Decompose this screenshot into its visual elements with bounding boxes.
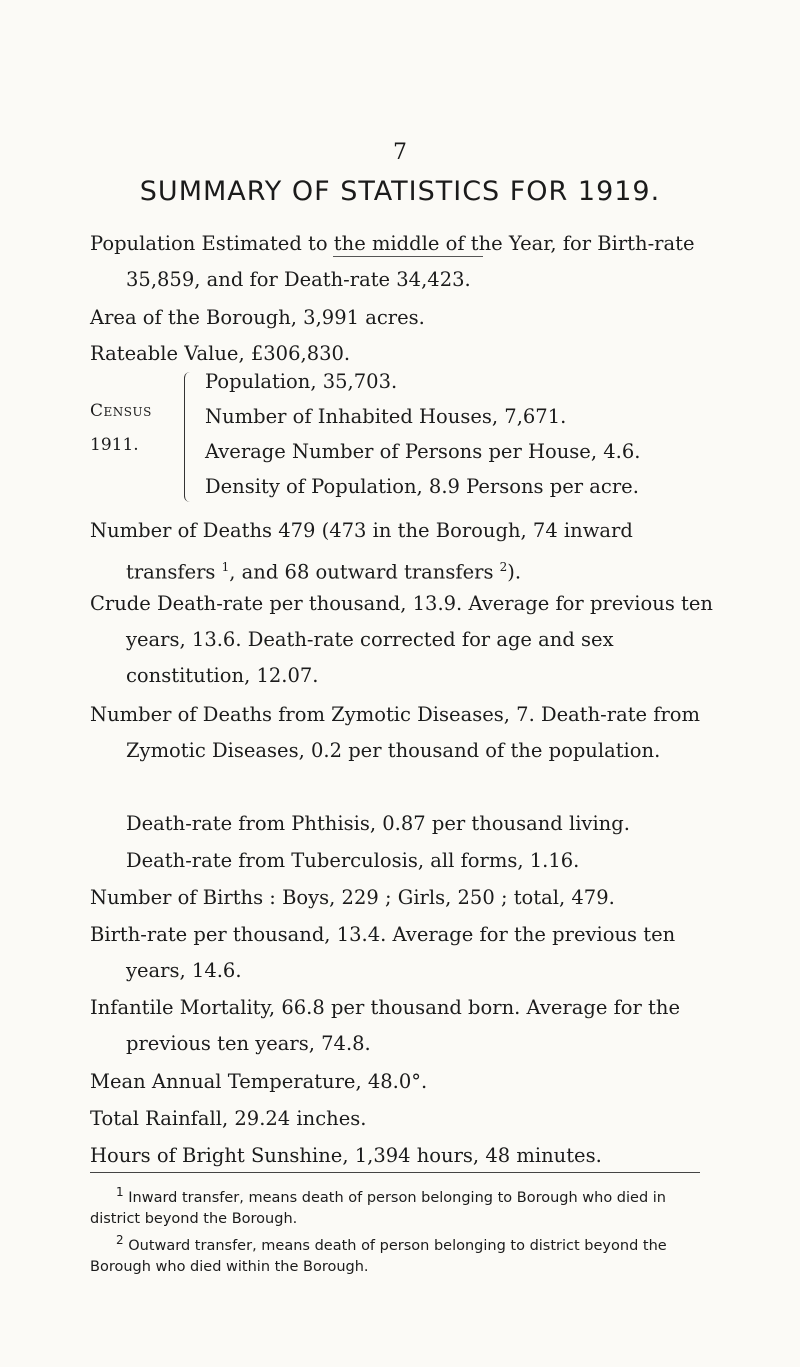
page-title: SUMMARY OF STATISTICS FOR 1919. (139, 176, 661, 207)
footnote-ref: 2 (499, 560, 508, 574)
rainfall: Total Rainfall, 29.24 inches. (90, 1107, 367, 1130)
footnote-divider (90, 1172, 700, 1173)
crude-death-rate: Crude Death-rate per thousand, 13.9. Average for previous ten years, 13.6. Death-rate corrected for age and sex constitution, 12.07. (90, 592, 713, 687)
births: Number of Births : Boys, 229 ; Girls, 250 ; total, 479. (90, 886, 615, 909)
census-item: Number of Inhabited Houses, 7,671. (205, 405, 567, 428)
footnote-text: Inward transfer, means death of person belonging to Borough who died in district beyond the Borough. (90, 1189, 666, 1227)
census-title: Census (90, 401, 152, 421)
census-item: Density of Population, 8.9 Persons per acre. (205, 475, 639, 498)
census-list (205, 364, 705, 504)
census-item: Population, 35,703. (205, 370, 398, 393)
area: Area of the Borough, 3,991 acres. (90, 306, 425, 329)
deaths-text: ). (507, 560, 522, 584)
deaths-text: Number of Deaths 479 (473 in the Borough, 74 inward transfers (90, 519, 633, 584)
tuberculosis-rate: Death-rate from Tuberculosis, all forms, 1.16. (126, 849, 580, 872)
footnote-2 (90, 1230, 710, 1278)
rateable-value: Rateable Value, £306,830. (90, 342, 351, 365)
census-item: Average Number of Persons per House, 4.6. (205, 440, 641, 463)
census-brace (184, 372, 191, 502)
census-year: 1911. (90, 435, 139, 455)
population-estimate: Population Estimated to the middle of the Year, for Birth-rate 35,859, and for Death-rate 34,423. (90, 232, 695, 291)
infantile-mortality: Infantile Mortality, 66.8 per thousand born. Average for the previous ten years, 74.8. (90, 996, 680, 1055)
phthisis-rate: Death-rate from Phthisis, 0.87 per thousand living. (126, 812, 630, 835)
census-label (90, 394, 152, 462)
footnote-marker: 2 (116, 1233, 124, 1247)
temperature: Mean Annual Temperature, 48.0°. (90, 1070, 428, 1093)
footnote-marker: 1 (116, 1185, 124, 1199)
deaths-text: , and 68 outward transfers (229, 560, 500, 584)
deaths (90, 513, 726, 591)
page-number: 7 (393, 140, 407, 165)
sunshine: Hours of Bright Sunshine, 1,394 hours, 48 minutes. (90, 1144, 602, 1167)
birth-rate: Birth-rate per thousand, 13.4. Average for the previous ten years, 14.6. (90, 923, 676, 982)
footnote-text: Outward transfer, means death of person belonging to district beyond the Borough who died within the Borough. (90, 1237, 667, 1275)
footnote-1 (90, 1182, 710, 1230)
footnote-ref: 1 (221, 560, 230, 574)
zymotic-diseases: Number of Deaths from Zymotic Diseases, 7. Death-rate from Zymotic Diseases, 0.2 per thousand of the population. (90, 703, 701, 762)
